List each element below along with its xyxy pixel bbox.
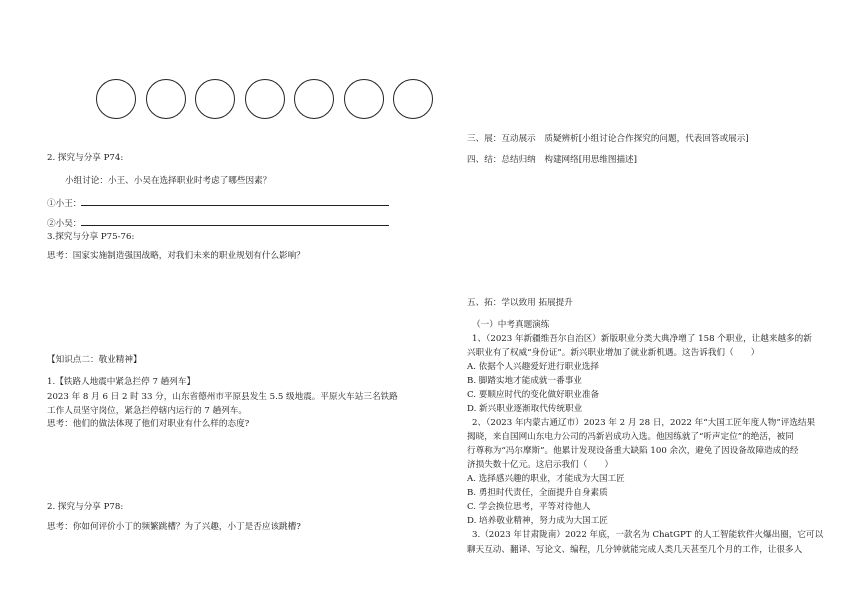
q2-line3: 行尊称为“冯尔摩斯”。他累计发现设备重大缺陷 100 余次，避免了因设备故障造成的经 (467, 446, 799, 456)
think-strategy-question: 思考：国家实施制造强国战略，对我们未来的职业规划有什么影响？ (47, 251, 305, 261)
exam-practice-heading: （一）中考真题演练 (472, 320, 550, 330)
q1-option-d[interactable]: D. 新兴职业逐渐取代传统职业 (467, 404, 583, 414)
q2-option-d[interactable]: D. 培养敬业精神，努力成为大国工匠 (467, 516, 608, 526)
railway-case-title: 1.【铁路人地震中紧急拦停 7 趟列车】 (47, 377, 196, 387)
q2-line1: 2、（2023 年内蒙古通辽市）2023 年 2 月 28 日，2022 年“大国工匠年度人物”评选结果 (472, 418, 816, 428)
answer-circle[interactable] (195, 79, 235, 119)
explore-share-p78-title: 2. 探究与分享 P78: (47, 502, 124, 512)
wu-blank[interactable] (81, 216, 389, 226)
q2-line2: 揭晓，来自国网山东电力公司的冯新岩成功入选。他因练就了“听声定位”的绝活，被同 (467, 432, 794, 442)
wu-label: ②小吴： (47, 219, 82, 229)
q1-line1: 1、（2023 年新疆维吾尔自治区）新版职业分类大典净增了 158 个职业，让越来越多的新 (472, 334, 812, 344)
explore-share-p75-title: 3.探究与分享 P75-76: (47, 232, 135, 242)
answer-circle[interactable] (344, 79, 384, 119)
q1-option-b[interactable]: B. 脚踏实地才能成就一番事业 (467, 376, 582, 386)
answer-circle[interactable] (245, 79, 285, 119)
job-hopping-think: 思考：你如何评价小丁的频繁跳槽？为了兴趣，小丁是否应该跳槽? (47, 522, 301, 532)
railway-case-line1: 2023 年 8 月 6 日 2 时 33 分，山东省德州市平原县发生 5.5 级地震。平原火车站三名铁路 (47, 392, 398, 402)
section-four-summary: 四、结：总结归纳 构建网络[用思维图描述] (467, 155, 637, 165)
railway-case-line2: 工作人员坚守岗位，紧急拦停辖内运行的 7 趟列车。 (47, 406, 247, 416)
explore-share-p74-title: 2. 探究与分享 P74: (47, 153, 124, 163)
q3-line2: 聊天互动、翻译、写论文、编程，几分钟就能完成人类几天甚至几个月的工作，让很多人 (467, 545, 803, 555)
answer-circle[interactable] (146, 79, 186, 119)
railway-case-think: 思考：他们的做法体现了他们对职业有什么样的态度? (47, 419, 250, 429)
answer-circle[interactable] (393, 79, 433, 119)
q1-option-c[interactable]: C. 要顺应时代的变化做好职业准备 (467, 390, 600, 400)
group-discussion-prompt: 小组讨论：小王、小吴在选择职业时考虑了哪些因素？ (65, 176, 272, 186)
q3-line1: 3.（2023 年甘肃陇南）2022 年底，一款名为 ChatGPT 的人工智能软件火爆出圈，它可以 (472, 530, 824, 540)
wang-blank[interactable] (81, 196, 389, 206)
answer-circles-row (96, 79, 436, 121)
section-five-extend: 五、拓：学以致用 拓展提升 (467, 298, 573, 308)
answer-line-wang[interactable] (47, 196, 389, 210)
q2-line4: 济损失数十亿元。这启示我们（ ） (467, 460, 614, 470)
wang-label: ①小王： (47, 199, 82, 209)
answer-line-wu[interactable] (47, 216, 389, 230)
q1-option-a[interactable]: A. 依据个人兴趣爱好进行职业选择 (467, 362, 599, 372)
q2-option-b[interactable]: B. 勇担时代责任，全面提升自身素质 (467, 488, 608, 498)
answer-circle[interactable] (96, 79, 136, 119)
q2-option-c[interactable]: C. 学会换位思考，平等对待他人 (467, 502, 591, 512)
q2-option-a[interactable]: A. 选择感兴趣的职业，才能成为大国工匠 (467, 474, 625, 484)
answer-circle[interactable] (294, 79, 334, 119)
section-three-display: 三、展：互动展示 质疑辨析[小组讨论合作探究的问题，代表回答或展示] (467, 134, 749, 144)
q1-line2: 兴职业有了权威“身份证”。新兴职业增加了就业新机遇。这告诉我们（ ） (467, 348, 760, 358)
knowledge-point-2-title: 【知识点二：敬业精神】 (47, 355, 142, 365)
